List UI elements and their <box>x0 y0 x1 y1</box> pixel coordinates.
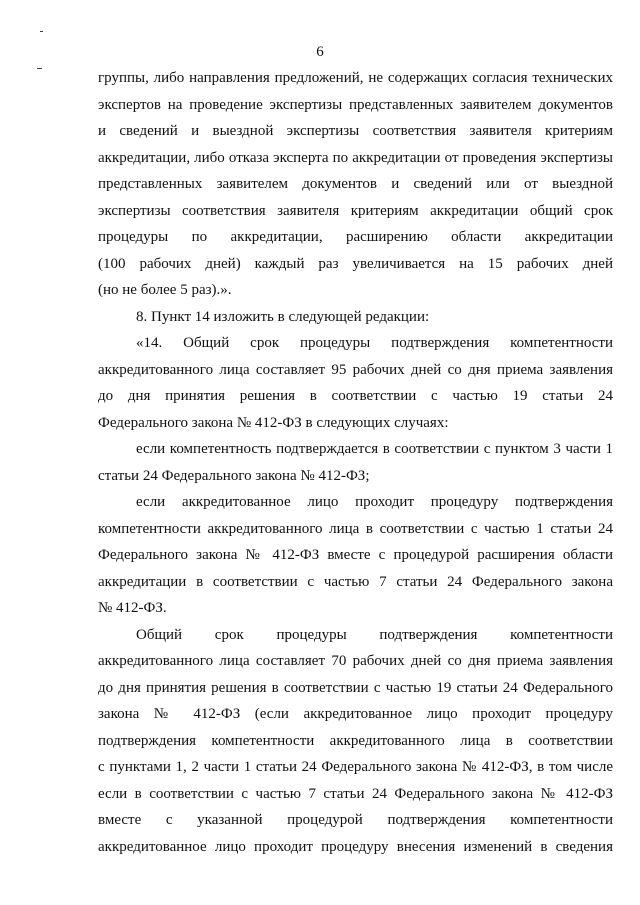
page-number: 6 <box>316 44 324 60</box>
text-line: № 412-ФЗ. <box>98 600 167 616</box>
text-line: до дня принятия решения в соответствии с частью 19 статьи 24 Федерального <box>98 679 613 696</box>
text-line: экспертизы соответствия заявителя критериям аккредитации общий срок <box>98 202 613 219</box>
text-line: (100 рабочих дней) каждый раз увеличивается на 15 рабочих дней <box>98 255 613 272</box>
scan-speck <box>40 31 43 32</box>
text-line: подтверждения компетентности аккредитованного лица в соответствии <box>98 732 613 749</box>
text-line: аккредитованного лица составляет 95 рабочих дней со дня приема заявления <box>98 361 613 378</box>
text-line: Федерального закона № 412-ФЗ в следующих случаях: <box>98 414 449 431</box>
text-line: представленных заявителем документов и сведений или от выездной <box>98 176 613 192</box>
text-line: экспертов на проведение экспертизы представленных заявителем документов <box>98 96 613 113</box>
scan-speck <box>37 68 42 69</box>
text-line: Общий срок процедуры подтверждения компетентности <box>136 626 613 643</box>
text-line: аккредитованное лицо проходит процедуру внесения изменений в сведения <box>98 838 613 855</box>
text-line: до дня принятия решения в соответствии с частью 19 статьи 24 <box>98 388 613 404</box>
text-line: если аккредитованное лицо проходит процедуру подтверждения <box>136 494 613 510</box>
text-line: аккредитации в соответствии с частью 7 статьи 24 Федерального закона <box>98 573 613 590</box>
text-line: 8. Пункт 14 изложить в следующей редакции: <box>136 308 430 325</box>
text-line: процедуры по аккредитации, расширению области аккредитации <box>98 229 613 245</box>
text-line: группы, либо направления предложений, не содержащих согласия технических <box>98 70 613 86</box>
text-line: статьи 24 Федерального закона № 412-ФЗ; <box>98 467 370 484</box>
document-body <box>98 65 613 860</box>
text-line: закона № 412-ФЗ (если аккредитованное лицо проходит процедуру <box>98 706 613 722</box>
text-line: и сведений и выездной экспертизы соответствия заявителя критериям <box>98 123 613 139</box>
text-line: с пунктами 1, 2 части 1 статьи 24 Федерального закона № 412-ФЗ, в том числе <box>98 759 613 775</box>
text-line: аккредитованного лица составляет 70 рабочих дней со дня приема заявления <box>98 653 613 669</box>
text-line: «14. Общий срок процедуры подтверждения компетентности <box>136 335 613 351</box>
text-line: аккредитации, либо отказа эксперта по аккредитации от проведения экспертизы <box>98 149 613 166</box>
text-line: вместе с указанной процедурой подтверждения компетентности <box>98 812 613 828</box>
text-line: компетентности аккредитованного лица в соответствии с частью 1 статьи 24 <box>98 520 613 537</box>
text-line: (но не более 5 раз).». <box>98 282 232 298</box>
text-line: Федерального закона № 412-ФЗ вместе с процедурой расширения области <box>98 547 613 563</box>
text-line: если в соответствии с частью 7 статьи 24 Федерального закона № 412-ФЗ <box>98 785 613 802</box>
text-line: если компетентность подтверждается в соответствии с пунктом 3 части 1 <box>136 441 613 457</box>
